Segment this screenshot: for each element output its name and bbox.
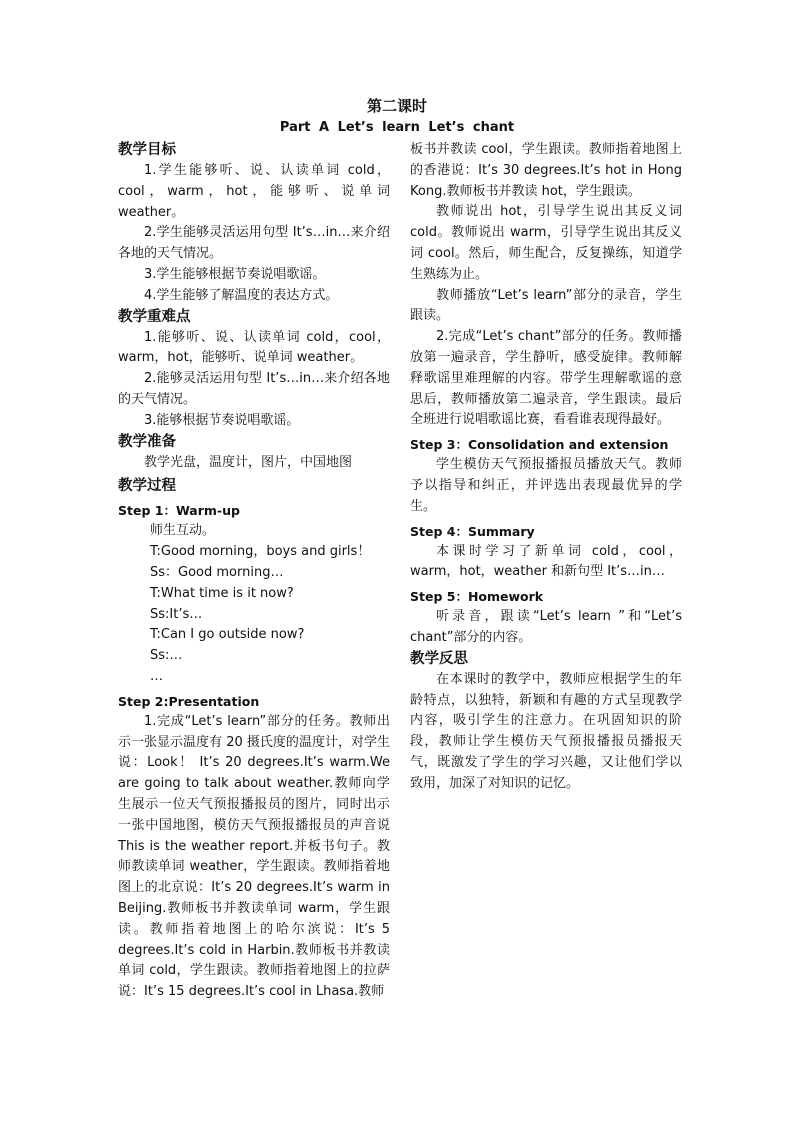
objectives-heading: 教学目标 <box>118 142 176 158</box>
preparation-heading: 教学准备 <box>118 433 176 450</box>
process-heading: 教学过程 <box>118 478 176 495</box>
preparation-text: 教学光盘，温度计，图片，中国地图 <box>144 454 353 470</box>
step5-text: 听录音，跟读“Let’s learn ”和“Let’s chant”部分的内容。 <box>410 609 682 645</box>
dialogue-line: 师生互动。 <box>150 523 216 539</box>
reflection-text: 在本课时的教学中，教师应根据学生的年龄特点，以独特，新颖和有趣的方式呈现教学内容，吸引学生的注意力。在巩固知识的阶段，教师让学生模仿天气预报播报员播报天气，既激发了学生的学习兴趣，又让他们学以致用，加深了对知识的记忆。 <box>410 671 682 791</box>
reflection-heading: 教学反思 <box>410 650 468 667</box>
step2-paragraph-1-continued: 板书并教读 cool，学生跟读。教师指着地图上的香港说：It’s 30 degrees.It’s hot in Hong Kong.教师板书并教读 hot，学生跟读。 <box>410 142 682 199</box>
right-column <box>410 140 682 795</box>
step1-label: Step 1：Warm-up <box>118 503 240 519</box>
lesson-subtitle: Part A Let’s learn Let’s chant <box>279 120 515 135</box>
objective-item: 4.学生能够了解温度的表达方式。 <box>144 287 339 303</box>
step2-paragraph-4: 2.完成“Let’s chant”部分的任务。教师播放第一遍录音，学生静听，感受旋律。教师解释歌谣里难理解的内容。带学生理解歌谣的意思后，教师播放第二遍录音，学生跟读。最后全班进行说唱歌谣比赛，看看谁表现得最好。 <box>410 329 682 428</box>
dialogue-line: Ss:It’s… <box>150 606 203 622</box>
dialogue-line: T:What time is it now? <box>150 585 294 601</box>
step2-label: Step 2:Presentation <box>118 693 260 709</box>
left-column <box>118 140 390 1003</box>
key-points-heading: 教学重难点 <box>118 308 191 325</box>
dialogue-line: T:Can I go outside now? <box>150 627 305 643</box>
step2-paragraph-3: 教师播放“Let’s learn”部分的录音，学生跟读。 <box>410 287 682 324</box>
key-point-item: 2.能够灵活运用句型 It’s…in…来介绍各地的天气情况。 <box>118 371 390 407</box>
key-point-item: 1.能够听、说、认读单词 cold，cool，warm，hot，能够听、说单词 weather。 <box>118 329 390 366</box>
step3-text: 学生模仿天气预报播报员播放天气。教师予以指导和纠正，并评选出表现最优异的学生。 <box>410 457 682 514</box>
objective-item: 2.学生能够灵活运用句型 It’s…in…来介绍各地的天气情况。 <box>118 225 390 262</box>
dialogue-line: T:Good morning，boys and girls！ <box>150 544 371 560</box>
dialogue-line: … <box>150 668 163 684</box>
step3-label: Step 3：Consolidation and extension <box>410 437 669 453</box>
step5-label: Step 5：Homework <box>410 589 544 605</box>
objective-item: 3.学生能够根据节奏说唱歌谣。 <box>144 266 326 282</box>
dialogue-line: Ss:… <box>150 648 183 664</box>
step2-paragraph-1: 1.完成“Let’s learn”部分的任务。教师出示一张显示温度有 20 摄氏度的温度计，对学生说：Look！ It’s 20 degrees.It’s warm.We are going to talk about weather.教师向学生展示一位天气预报播报员的图片，同时出示一张中国地图，模仿天气预报播报员的声音说 This is the weather report.并板书句子。教师教读单词 weather，学生跟读。教师指着地图上的北京说：It’s 20 degrees.It’s warm in Beijing.教师板书并教读单词 warm，学生跟读。教师指着地图上的哈尔滨说：It’s 5 degrees.It’s cold in Harbin.教师板书并教读单词 cold，学生跟读。教师指着地图上的拉萨说：It’s 15 degrees.It’s cool in Lhasa.教师 <box>118 713 390 1000</box>
key-point-item: 3.能够根据节奏说唱歌谣。 <box>144 412 300 428</box>
step4-label: Step 4：Summary <box>410 523 535 539</box>
step2-paragraph-2: 教师说出 hot，引导学生说出其反义词 cold。教师说出 warm，引导学生说出其反义词 cool。然后，师生配合，反复操练，知道学生熟练为止。 <box>410 204 682 282</box>
lesson-title: 第二课时 <box>366 97 427 115</box>
dialogue-line: Ss：Good morning… <box>150 564 284 580</box>
objective-item: 1.学生能够听、说、认读单词 cold，cool，warm，hot，能够听、说单词 weather。 <box>118 163 390 220</box>
step4-text: 本课时学习了新单词 cold，cool，warm，hot，weather 和新句型 It’s…in… <box>410 543 682 580</box>
